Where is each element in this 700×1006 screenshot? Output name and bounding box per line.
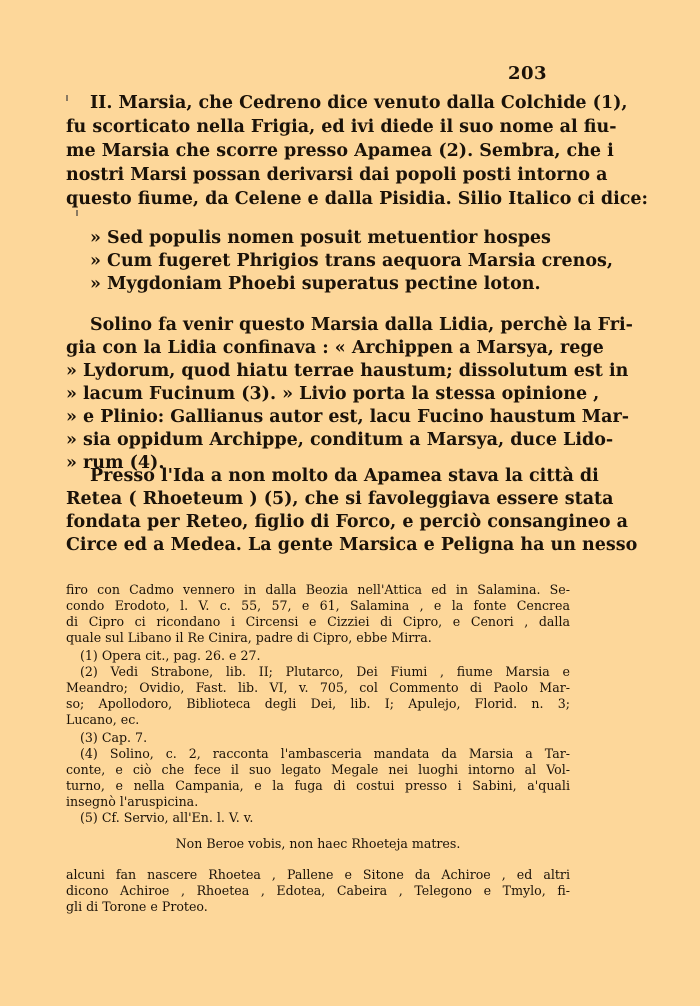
- footnote-5: (5) Cf. Servio, all'En. l. V. v.: [80, 810, 254, 825]
- main-text-line: » Lydorum, quod hiatu terrae haustum; dissolutum est in: [66, 361, 629, 381]
- footnote-4-line: conte, e ciò che fece il suo legato Megale nei luoghi intorno al Vol-: [66, 762, 570, 777]
- main-text-line: fondata per Reteo, figlio di Forco, e perciò consangineo a: [66, 512, 629, 532]
- footnote-1: (1) Opera cit., pag. 26. e 27.: [80, 648, 261, 663]
- main-text-line: Circe ed a Medea. La gente Marsica e Peligna ha un nesso: [66, 535, 638, 555]
- verse-line: » Mygdoniam Phoebi superatus pectine loton.: [90, 274, 541, 294]
- margin-mark: [66, 95, 68, 101]
- footnote-line: dicono Achiroe , Rhoetea , Edotea, Cabeira , Telegono e Tmylo, fi-: [66, 883, 570, 898]
- footnote-line: alcuni fan nascere Rhoetea , Pallene e Sitone da Achiroe , ed altri: [66, 867, 570, 882]
- main-text-line: » e Plinio: Gallianus autor est, lacu Fucino haustum Mar-: [66, 407, 629, 427]
- main-text-line: Solino fa venir questo Marsia dalla Lidia, perchè la Fri-: [90, 315, 633, 335]
- footnote-2-line: Meandro; Ovidio, Fast. lib. VI, v. 705, col Commento di Paolo Mar-: [66, 680, 570, 695]
- footnote-4-line: (4) Solino, c. 2, racconta l'ambasceria mandata da Marsia a Tar-: [80, 746, 570, 761]
- main-text-line: gia con la Lidia confinava : « Archippen a Marsya, rege: [66, 338, 604, 358]
- footnote-line: firo con Cadmo vennero in dalla Beozia nell'Attica ed in Salamina. Se-: [66, 582, 570, 597]
- footnote-2-line: Lucano, ec.: [66, 712, 140, 727]
- footnote-line: condo Erodoto, l. V. c. 55, 57, e 61, Salamina , e la fonte Cencrea: [66, 598, 570, 613]
- page-number: 203: [508, 63, 548, 84]
- main-text-line: » rum (4).: [66, 453, 165, 473]
- footnote-3: (3) Cap. 7.: [80, 730, 148, 745]
- footnote-4-line: turno, e nella Campania, e la fuga di costui presso i Sabini, a'quali: [66, 778, 570, 793]
- main-text-line: me Marsia che scorre presso Apamea (2). Sembra, che i: [66, 141, 614, 161]
- verse-line: » Sed populis nomen posuit metuentior hospes: [90, 228, 551, 248]
- footnote-line: quale sul Libano il Re Cinira, padre di Cipro, ebbe Mirra.: [66, 630, 432, 645]
- footnote-quote: Non Beroe vobis, non haec Rhoeteja matres.: [175, 836, 461, 851]
- footnote-line: gli di Torone e Proteo.: [66, 899, 208, 914]
- footnote-line: di Cipro ci ricondano i Circensi e Cizziei di Cipro, e Cenori , dalla: [66, 614, 570, 629]
- main-text-line: Retea ( Rhoeteum ) (5), che si favoleggiava essere stata: [66, 489, 614, 509]
- main-text-line: Presso l'Ida a non molto da Apamea stava la città di: [90, 466, 599, 486]
- main-text-line: fu scorticato nella Frigia, ed ivi diede il suo nome al fiu-: [66, 117, 617, 137]
- margin-mark: [76, 210, 78, 216]
- footnote-4-line: insegnò l'aruspicina.: [66, 794, 199, 809]
- footnote-2-line: (2) Vedi Strabone, lib. II; Plutarco, Dei Fiumi , fiume Marsia e: [80, 664, 570, 679]
- main-text-line: II. Marsia, che Cedreno dice venuto dalla Colchide (1),: [90, 93, 628, 113]
- main-text-line: » sia oppidum Archippe, conditum a Marsya, duce Lido-: [66, 430, 614, 450]
- main-text-line: » lacum Fucinum (3). » Livio porta la stessa opinione ,: [66, 384, 600, 404]
- main-text-line: nostri Marsi possan derivarsi dai popoli posti intorno a: [66, 165, 608, 185]
- footnote-2-line: so; Apollodoro, Biblioteca degli Dei, lib. I; Apulejo, Florid. n. 3;: [66, 696, 570, 711]
- main-text-line: questo fiume, da Celene e dalla Pisidia. Silio Italico ci dice:: [66, 189, 648, 209]
- verse-line: » Cum fugeret Phrigios trans aequora Marsia crenos,: [90, 251, 613, 271]
